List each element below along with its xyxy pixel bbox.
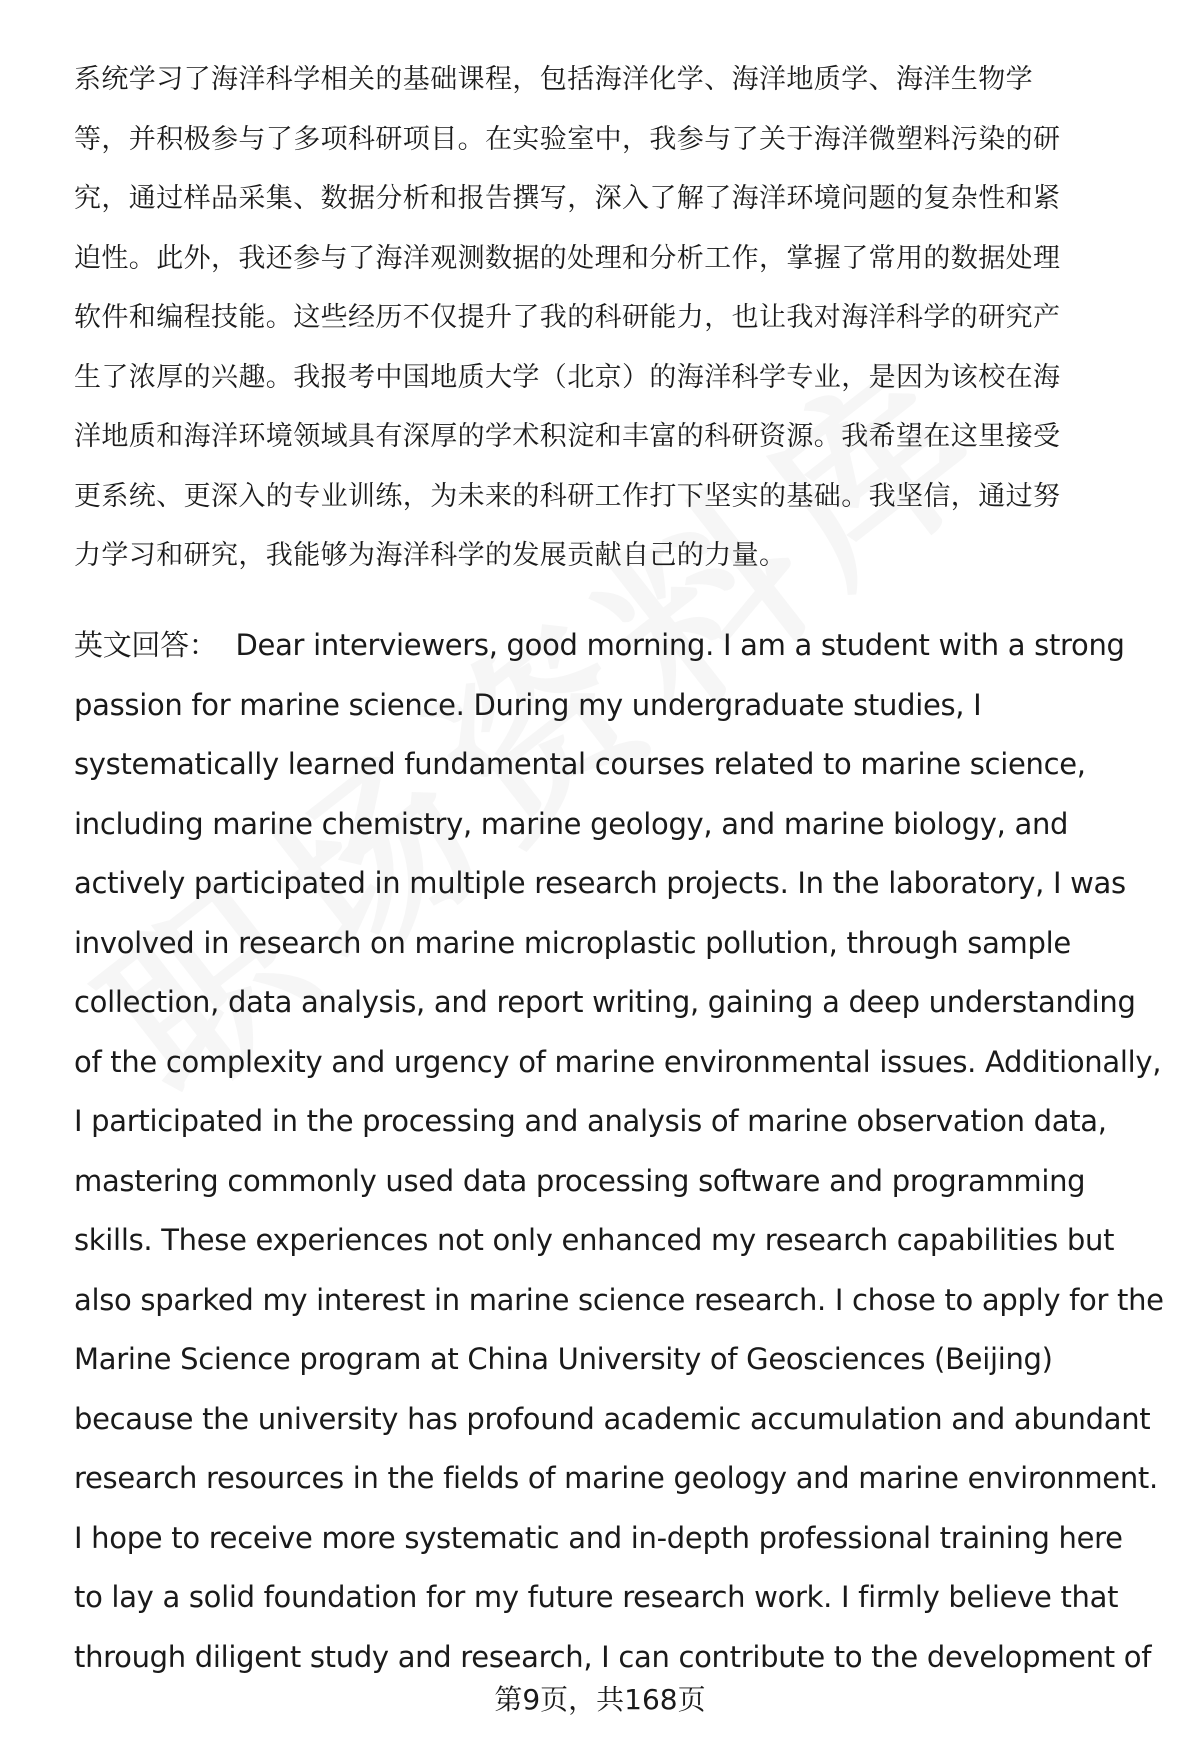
paragraph-line: because the university has profound academic accumulation and abundant <box>74 1401 1151 1436</box>
paragraph-line <box>74 616 1154 676</box>
paragraph-line: I participated in the processing and analysis of marine observation data, <box>74 1104 1107 1138</box>
paragraph-line-text: Dear interviewers, good morning. I am a student with a strong <box>235 628 1125 662</box>
paragraph-line: of the complexity and urgency of marine environmental issues. Additionally, <box>74 1044 1162 1079</box>
paragraph-line: involved in research on marine microplastic pollution, through sample <box>74 925 1071 960</box>
english-answer-paragraph <box>74 616 1164 1687</box>
paragraph-line: 软件和编程技能。这些经历不仅提升了我的科研能力，也让我对海洋科学的研究产 <box>74 302 1061 333</box>
paragraph-line: collection, data analysis, and report writing, gaining a deep understanding <box>74 985 1136 1019</box>
paragraph-line: 究，通过样品采集、数据分析和报告撰写，深入了解了海洋环境问题的复杂性和紧 <box>74 183 1061 214</box>
page-number-footer: 第9页，共168页 <box>494 1683 706 1716</box>
paragraph-line: through diligent study and research, I can contribute to the development of <box>74 1639 1152 1674</box>
paragraph-line: also sparked my interest in marine science research. I chose to apply for the <box>74 1282 1164 1317</box>
paragraph-line: skills. These experiences not only enhanced my research capabilities but <box>74 1223 1115 1257</box>
english-answer-label: 英文回答： <box>74 628 218 662</box>
paragraph-line: 系统学习了海洋科学相关的基础课程，包括海洋化学、海洋地质学、海洋生物学 <box>74 64 1033 95</box>
paragraph-line: Marine Science program at China University of Geosciences (Beijing) <box>74 1342 1053 1376</box>
paragraph-line: 等，并积极参与了多项科研项目。在实验室中，我参与了关于海洋微塑料污染的研 <box>74 123 1061 155</box>
paragraph-line: research resources in the fields of marine geology and marine environment. <box>74 1461 1158 1495</box>
paragraph-line: 力学习和研究，我能够为海洋科学的发展贡献自己的力量。 <box>74 540 787 571</box>
paragraph-line: 洋地质和海洋环境领域具有深厚的学术积淀和丰富的科研资源。我希望在这里接受 <box>74 421 1061 452</box>
paragraph-line: actively participated in multiple research projects. In the laboratory, I was <box>74 866 1126 900</box>
paragraph-line: mastering commonly used data processing software and programming <box>74 1163 1086 1198</box>
chinese-paragraph <box>74 50 1154 586</box>
paragraph-line: passion for marine science. During my undergraduate studies, I <box>74 687 982 722</box>
paragraph-line: 迫性。此外，我还参与了海洋观测数据的处理和分析工作，掌握了常用的数据处理 <box>74 242 1061 274</box>
paragraph-line: including marine chemistry, marine geology, and marine biology, and <box>74 806 1069 841</box>
paragraph-line: 更系统、更深入的专业训练，为未来的科研工作打下坚实的基础。我坚信，通过努 <box>74 480 1061 512</box>
paragraph-line: I hope to receive more systematic and in-depth professional training here <box>74 1520 1123 1555</box>
paragraph-line: systematically learned fundamental courses related to marine science, <box>74 747 1086 781</box>
paragraph-line: 生了浓厚的兴趣。我报考中国地质大学（北京）的海洋科学专业，是因为该校在海 <box>74 361 1061 393</box>
paragraph-line: to lay a solid foundation for my future research work. I firmly believe that <box>74 1580 1119 1614</box>
